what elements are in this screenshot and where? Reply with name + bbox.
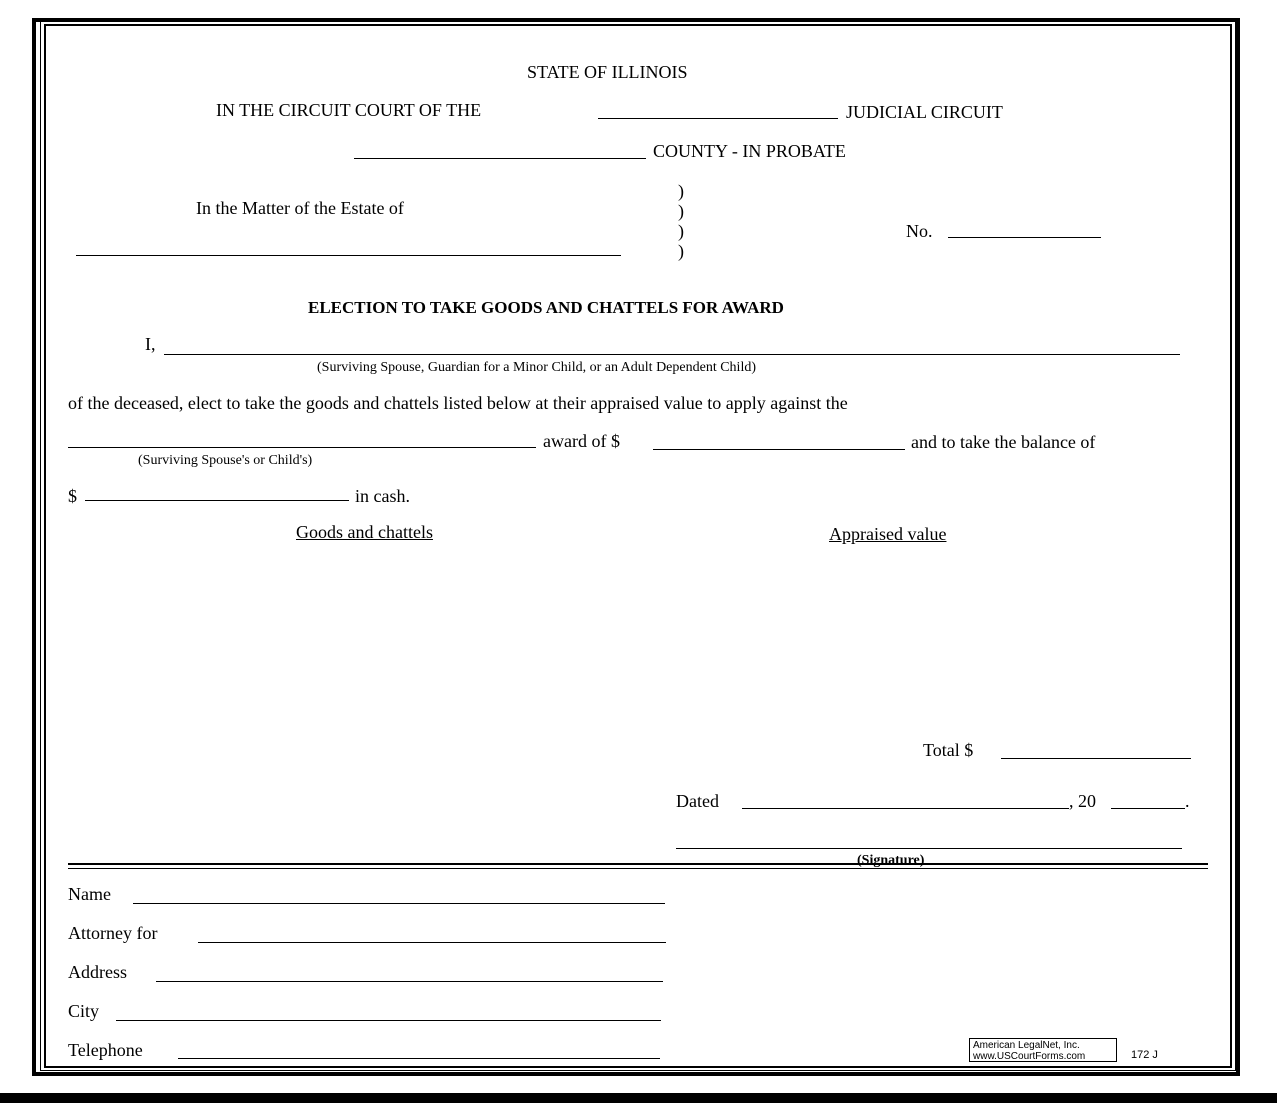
telephone-field[interactable]: [178, 1058, 660, 1059]
cash-dollar-sign: $: [68, 486, 77, 506]
publisher-box: [969, 1038, 1117, 1062]
elector-caption: (Surviving Spouse, Guardian for a Minor Child, or an Adult Dependent Child): [317, 360, 756, 375]
publisher-url: www.USCourtForms.com: [973, 1051, 1086, 1062]
caption-paren: ): [678, 241, 684, 261]
i-label: I,: [145, 334, 156, 354]
scan-bottom-edge: [0, 1093, 1277, 1103]
case-number-field[interactable]: [948, 237, 1101, 238]
form-title: ELECTION TO TAKE GOODS AND CHATTELS FOR AWARD: [308, 298, 784, 317]
state-heading: STATE OF ILLINOIS: [527, 62, 688, 82]
attorney-for-field[interactable]: [198, 942, 666, 943]
matter-label: In the Matter of the Estate of: [196, 198, 404, 218]
attorney-for-label: Attorney for: [68, 923, 158, 943]
cash-amount-field[interactable]: [85, 500, 349, 501]
publisher-name: American LegalNet, Inc.: [973, 1040, 1080, 1051]
election-statement: of the deceased, elect to take the goods and chattels listed below at their appraised value to apply against the: [68, 393, 848, 413]
section-divider: [68, 868, 1208, 869]
award-type-field[interactable]: [68, 447, 536, 448]
award-caption: (Surviving Spouse's or Child's): [138, 453, 313, 468]
total-field[interactable]: [1001, 758, 1191, 759]
dated-period: .: [1185, 791, 1190, 811]
date-field[interactable]: [742, 808, 1069, 809]
estate-name-field[interactable]: [76, 255, 621, 256]
award-label: award of $: [543, 431, 620, 451]
signature-caption: (Signature): [857, 853, 925, 868]
award-amount-field[interactable]: [653, 449, 905, 450]
form-number: 172 J: [1131, 1049, 1158, 1061]
dated-label: Dated: [676, 791, 719, 811]
address-label: Address: [68, 962, 127, 982]
caption-paren: ): [678, 201, 684, 221]
case-number-label: No.: [906, 221, 933, 241]
county-field[interactable]: [354, 158, 646, 159]
goods-column-header: Goods and chattels: [296, 522, 433, 542]
court-suffix: JUDICIAL CIRCUIT: [846, 102, 1003, 122]
city-field[interactable]: [116, 1020, 661, 1021]
telephone-label: Telephone: [68, 1040, 143, 1060]
balance-label: and to take the balance of: [911, 432, 1096, 452]
total-label: Total $: [923, 740, 974, 760]
attorney-name-field[interactable]: [133, 903, 665, 904]
cash-label: in cash.: [355, 486, 410, 506]
court-prefix: IN THE CIRCUIT COURT OF THE: [216, 100, 482, 120]
city-label: City: [68, 1001, 100, 1021]
caption-paren: ): [678, 221, 684, 241]
caption-paren: ): [678, 181, 684, 201]
county-suffix: COUNTY - IN PROBATE: [653, 141, 846, 161]
judicial-circuit-field[interactable]: [598, 118, 838, 119]
address-field[interactable]: [156, 981, 663, 982]
attorney-name-label: Name: [68, 884, 111, 904]
year-field[interactable]: [1111, 808, 1185, 809]
elector-name-field[interactable]: [164, 354, 1180, 355]
page-border-inner: [44, 24, 1232, 1068]
value-column-header: Appraised value: [829, 524, 947, 544]
year-prefix: , 20: [1069, 791, 1096, 811]
section-divider: [68, 863, 1208, 865]
signature-field[interactable]: [676, 848, 1182, 849]
